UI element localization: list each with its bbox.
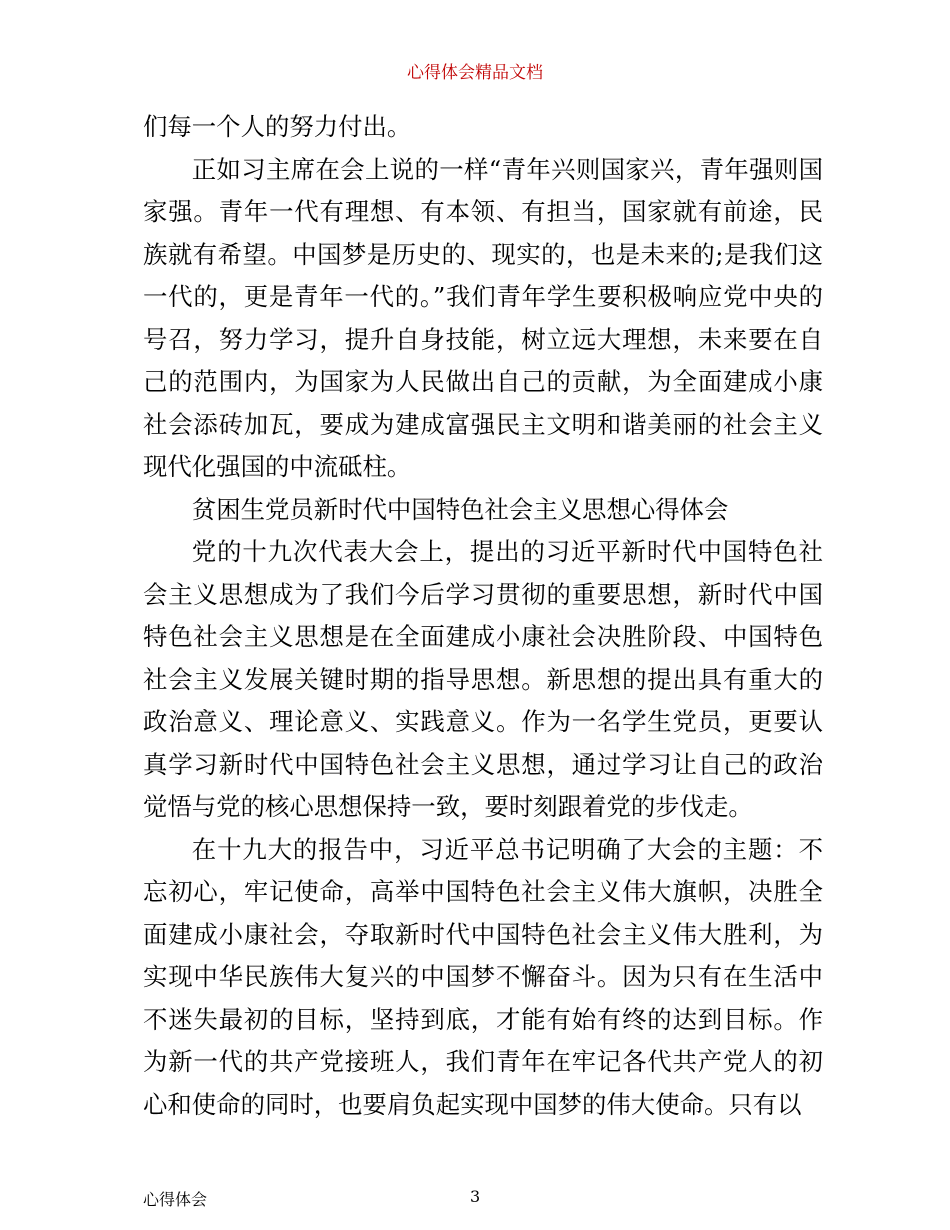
paragraph-continuation: 们每一个人的努力付出。 xyxy=(143,112,412,141)
paragraph: 在十九大的报告中，习近平总书记明确了大会的主题：不忘初心，牢记使命，高举中国特色社会主义伟大旗帜，决胜全面建成小康社会，夺取新时代中国特色社会主义伟大胜利，为实现中华民族伟大复兴的中国梦不懈奋斗。因为只有在生活中不迷失最初的目标，坚持到底，才能有始有终的达到目标。作为新一代的共产党接班人，我们青年在牢记各代共产党人的初心和使命的同时，也要肩负起实现中国梦的伟大使命。只有以 xyxy=(143,834,823,1119)
page-number: 3 xyxy=(470,1187,481,1206)
page-header-title: 心得体会精品文档 xyxy=(407,63,543,83)
footer-label: 心得体会 xyxy=(143,1190,208,1209)
section-heading: 贫困生党员新时代中国特色社会主义思想心得体会 xyxy=(191,494,729,524)
paragraph: 党的十九次代表大会上，提出的习近平新时代中国特色社会主义思想成为了我们今后学习贯彻的重要思想，新时代中国特色社会主义思想是在全面建成小康社会决胜阶段、中国特色社会主义发展关键时期的指导思想。新思想的提出具有重大的政治意义、理论意义、实践意义。作为一名学生党员，更要认真学习新时代中国特色社会主义思想，通过学习让自己的政治觉悟与党的核心思想保持一致，要时刻跟着党的步伐走。 xyxy=(143,537,823,821)
document-body xyxy=(143,106,823,1126)
paragraph: 正如习主席在会上说的一样“青年兴则国家兴，青年强则国家强。青年一代有理想、有本领、有担当，国家就有前途，民族就有希望。中国梦是历史的、现实的，也是未来的;是我们这一代的，更是青年一代的。”我们青年学生要积极响应党中央的号召，努力学习，提升自身技能，树立远大理想，未来要在自己的范围内，为国家为人民做出自己的贡献，为全面建成小康社会添砖加瓦，要成为建成富强民主文明和谐美丽的社会主义现代化强国的中流砥柱。 xyxy=(143,154,823,481)
